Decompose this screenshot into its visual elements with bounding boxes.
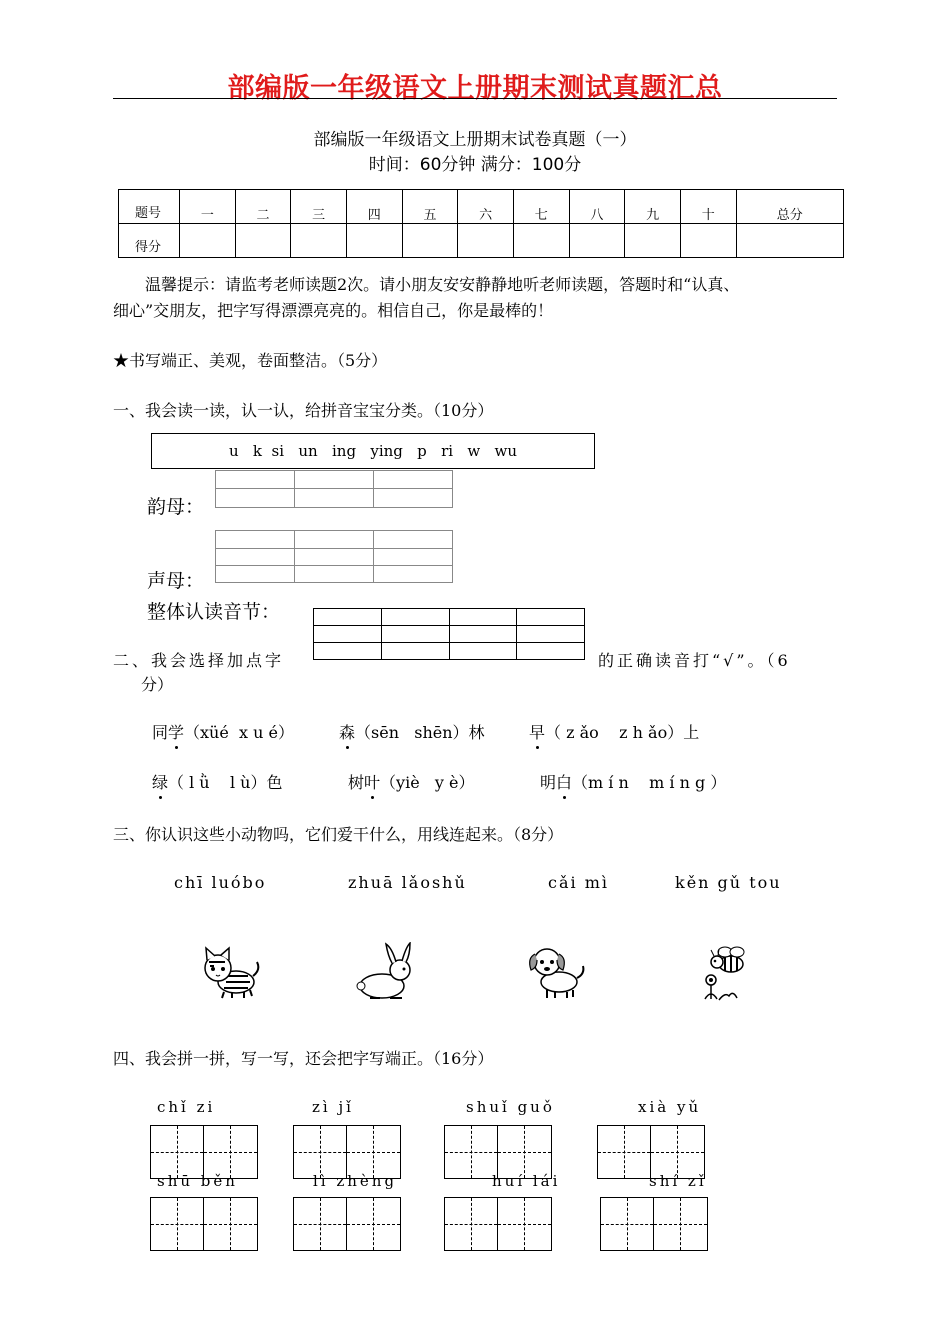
q2-title-left: 二、我会选择加点字 [113, 651, 285, 670]
q3-pinyin[interactable]: zhuā lǎoshǔ [348, 873, 467, 892]
score-table-row-label: 得分 [119, 224, 180, 258]
q4-pinyin: zì jǐ [312, 1098, 354, 1116]
tips-line-2: 细心”交朋友，把字写得漂漂亮亮的。相信自己，你是最棒的！ [113, 301, 554, 320]
score-cell[interactable] [291, 224, 347, 258]
score-col-header: 三 [291, 190, 347, 224]
q2-item-dotted-char: 早 [529, 723, 546, 742]
q2-item-dotted-char: 森 [339, 723, 356, 742]
tianzige-box[interactable] [597, 1125, 705, 1179]
score-col-header: 八 [569, 190, 625, 224]
q4-pinyin: lì zhèng [313, 1172, 398, 1190]
score-cell[interactable] [346, 224, 402, 258]
q1-title: 一、我会读一读，认一认，给拼音宝宝分类。（10分） [113, 401, 494, 420]
q2-item-char: 同 [152, 723, 169, 742]
tianzige-box[interactable] [150, 1197, 258, 1251]
q4-pinyin: xià yǔ [638, 1098, 702, 1116]
score-table-score-row [119, 224, 844, 258]
q2-item-dotted-char: 白 [556, 773, 573, 792]
q2-item-options[interactable]: （xüé x u é） [184, 723, 294, 742]
score-cell[interactable] [736, 224, 843, 258]
q2-title-cont: 分） [141, 675, 174, 694]
page-title: 部编版一年级语文上册期末测试真题汇总 [227, 73, 723, 104]
score-col-header: 四 [346, 190, 402, 224]
q4-pinyin: shí zǐ [649, 1172, 707, 1190]
yunmu-label: 韵母： [147, 496, 205, 518]
score-cell[interactable] [680, 224, 736, 258]
q2-item-options[interactable]: （m í n m í n g ） [572, 773, 727, 792]
cat-icon[interactable] [196, 942, 262, 1002]
writing-note: ★书写端正、美观，卷面整洁。（5分） [113, 351, 388, 370]
score-col-header: 总分 [736, 190, 843, 224]
score-col-header: 九 [625, 190, 681, 224]
q4-pinyin: shū běn [157, 1172, 238, 1190]
q3-title: 三、你认识这些小动物吗，它们爱干什么，用线连起来。（8分） [113, 825, 564, 844]
title-divider [113, 98, 837, 99]
tianzige-box[interactable] [150, 1125, 258, 1179]
q1-pinyin-box [151, 433, 595, 469]
score-cell[interactable] [235, 224, 291, 258]
q4-pinyin: huí lái [492, 1172, 561, 1190]
tianzige-box[interactable] [444, 1197, 552, 1251]
rabbit-icon[interactable] [352, 942, 418, 1004]
q3-pinyin[interactable]: kěn gǔ tou [675, 873, 782, 892]
exam-subtitle: 部编版一年级语文上册期末试卷真题（一） [313, 130, 637, 150]
score-table [118, 189, 844, 258]
score-cell[interactable] [180, 224, 236, 258]
score-cell[interactable] [625, 224, 681, 258]
q2-item [152, 720, 294, 743]
yunmu-answer-grid[interactable] [215, 470, 453, 508]
tianzige-box[interactable] [293, 1197, 401, 1251]
q2-item-char: 树 [348, 773, 365, 792]
score-cell[interactable] [458, 224, 514, 258]
exam-meta: 时间：60分钟 满分：100分 [368, 155, 582, 175]
score-col-header: 五 [402, 190, 458, 224]
zhengti-answer-grid[interactable] [313, 608, 585, 660]
tianzige-box[interactable] [293, 1125, 401, 1179]
shengmu-label: 声母： [147, 570, 205, 592]
q2-item-dotted-char: 学 [168, 723, 185, 742]
q2-item [152, 770, 282, 793]
score-table-row-label: 题号 [119, 190, 180, 224]
q2-item [529, 720, 699, 743]
score-col-header: 二 [235, 190, 291, 224]
bee-icon[interactable] [697, 942, 753, 1002]
q4-pinyin: shuǐ guǒ [466, 1098, 555, 1116]
q3-pinyin[interactable]: chī luóbo [174, 873, 267, 892]
q2-item-dotted-char: 绿 [152, 773, 169, 792]
tianzige-box[interactable] [444, 1125, 552, 1179]
dog-icon[interactable] [523, 942, 589, 1002]
q2-item [540, 770, 726, 793]
q2-item-options[interactable]: （ z ǎo z h ǎo）上 [545, 723, 700, 742]
q4-pinyin: chǐ zi [157, 1098, 216, 1116]
score-cell[interactable] [402, 224, 458, 258]
shengmu-answer-grid[interactable] [215, 530, 453, 583]
score-cell[interactable] [569, 224, 625, 258]
q2-item-dotted-char: 叶 [364, 773, 381, 792]
score-table-header-row [119, 190, 844, 224]
q2-item [348, 770, 475, 793]
q3-pinyin[interactable]: cǎi mì [548, 873, 609, 892]
q1-pinyin-text: u k si un ing ying p ri w wu [228, 442, 518, 460]
q2-item [339, 720, 485, 743]
tianzige-box[interactable] [600, 1197, 708, 1251]
score-col-header: 六 [458, 190, 514, 224]
q2-item-char: 明 [540, 773, 557, 792]
q2-item-options[interactable]: （ l ǜ l ù）色 [168, 773, 283, 792]
q2-item-options[interactable]: （sēn shēn）林 [355, 723, 485, 742]
q4-title: 四、我会拼一拼，写一写，还会把字写端正。（16分） [113, 1049, 494, 1068]
score-col-header: 七 [513, 190, 569, 224]
zhengti-label: 整体认读音节： [147, 601, 281, 623]
q2-title-right: 的正确读音打“√”。（6 [598, 651, 791, 670]
score-col-header: 十 [680, 190, 736, 224]
score-cell[interactable] [513, 224, 569, 258]
score-col-header: 一 [180, 190, 236, 224]
q2-item-options[interactable]: （yiè y è） [380, 773, 475, 792]
tips-line-1: 温馨提示：请监考老师读题2次。请小朋友安安静静地听老师读题，答题时和“认真、 [145, 275, 740, 294]
